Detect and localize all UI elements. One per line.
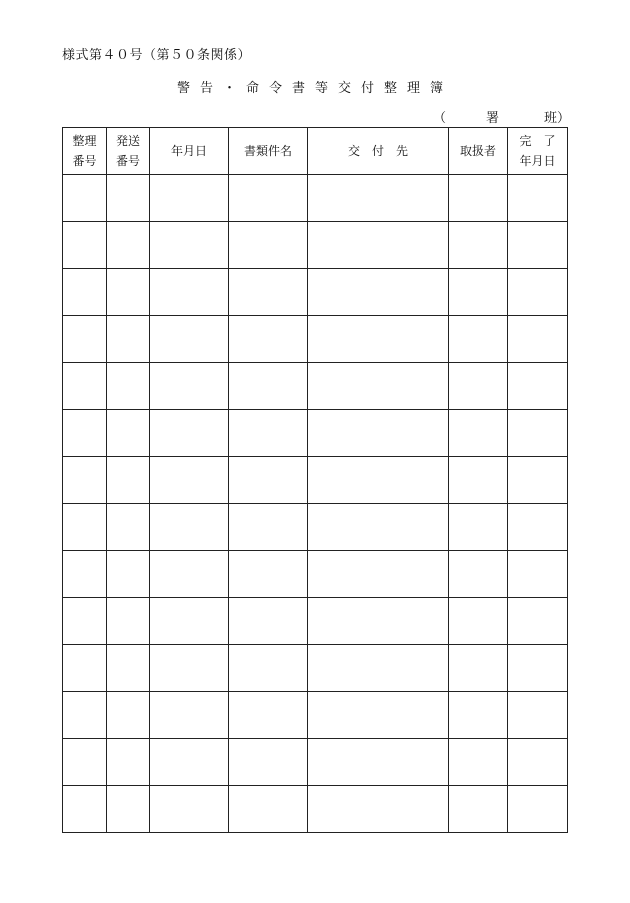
table-row	[63, 692, 568, 739]
cell-completion-date[interactable]	[508, 504, 568, 551]
cell-completion-date[interactable]	[508, 410, 568, 457]
header-document-subject-line1: 書類件名	[243, 144, 292, 158]
cell-handler[interactable]	[449, 645, 508, 692]
cell-dispatch-number[interactable]	[107, 551, 150, 598]
cell-recipient[interactable]	[308, 269, 449, 316]
cell-management-number[interactable]	[63, 692, 107, 739]
header-dispatch-number-line2: 番号	[115, 154, 140, 168]
cell-completion-date[interactable]	[508, 316, 568, 363]
cell-dispatch-number[interactable]	[107, 598, 150, 645]
cell-date[interactable]	[150, 457, 229, 504]
cell-date[interactable]	[150, 739, 229, 786]
cell-management-number[interactable]	[63, 363, 107, 410]
cell-recipient[interactable]	[308, 551, 449, 598]
header-dispatch-number-line1: 発送	[115, 134, 140, 148]
cell-handler[interactable]	[449, 504, 508, 551]
register-body	[63, 175, 568, 833]
table-row	[63, 504, 568, 551]
table-row	[63, 175, 568, 222]
cell-document-subject[interactable]	[229, 269, 308, 316]
table-row	[63, 410, 568, 457]
cell-management-number[interactable]	[63, 410, 107, 457]
cell-date[interactable]	[150, 786, 229, 833]
header-management-number-line2: 番号	[72, 154, 97, 168]
header-date	[150, 128, 229, 175]
cell-completion-date[interactable]	[508, 457, 568, 504]
header-dispatch-number	[107, 128, 150, 175]
cell-date[interactable]	[150, 504, 229, 551]
cell-handler[interactable]	[449, 786, 508, 833]
cell-date[interactable]	[150, 551, 229, 598]
form-number: 様式第４０号（第５０条関係）	[62, 48, 252, 63]
cell-recipient[interactable]	[308, 786, 449, 833]
cell-document-subject[interactable]	[229, 739, 308, 786]
cell-document-subject[interactable]	[229, 598, 308, 645]
cell-completion-date[interactable]	[508, 739, 568, 786]
cell-document-subject[interactable]	[229, 363, 308, 410]
cell-recipient[interactable]	[308, 457, 449, 504]
cell-document-subject[interactable]	[229, 692, 308, 739]
cell-completion-date[interactable]	[508, 363, 568, 410]
cell-management-number[interactable]	[63, 645, 107, 692]
cell-recipient[interactable]	[308, 692, 449, 739]
cell-document-subject[interactable]	[229, 551, 308, 598]
header-completion-date	[508, 128, 568, 175]
cell-recipient[interactable]	[308, 410, 449, 457]
header-management-number-line1: 整理	[72, 134, 97, 148]
cell-dispatch-number[interactable]	[107, 410, 150, 457]
cell-handler[interactable]	[449, 316, 508, 363]
cell-handler[interactable]	[449, 551, 508, 598]
cell-recipient[interactable]	[308, 645, 449, 692]
cell-management-number[interactable]	[63, 222, 107, 269]
table-row	[63, 222, 568, 269]
header-handler-line1: 取扱者	[459, 144, 496, 158]
cell-date[interactable]	[150, 222, 229, 269]
table-row	[63, 739, 568, 786]
cell-dispatch-number[interactable]	[107, 739, 150, 786]
cell-management-number[interactable]	[63, 457, 107, 504]
unit-squad-suffix: 班）	[544, 111, 571, 126]
cell-recipient[interactable]	[308, 363, 449, 410]
cell-recipient[interactable]	[308, 175, 449, 222]
cell-date[interactable]	[150, 269, 229, 316]
cell-recipient[interactable]	[308, 316, 449, 363]
table-row	[63, 457, 568, 504]
cell-handler[interactable]	[449, 269, 508, 316]
cell-document-subject[interactable]	[229, 504, 308, 551]
cell-dispatch-number[interactable]	[107, 692, 150, 739]
cell-handler[interactable]	[449, 363, 508, 410]
header-completion-date-line1: 完 了	[519, 134, 556, 148]
header-recipient-line1: 交 付 先	[347, 144, 408, 158]
cell-date[interactable]	[150, 692, 229, 739]
cell-dispatch-number[interactable]	[107, 645, 150, 692]
unit-open-paren: （	[433, 111, 447, 126]
cell-dispatch-number[interactable]	[107, 222, 150, 269]
cell-date[interactable]	[150, 316, 229, 363]
cell-handler[interactable]	[449, 410, 508, 457]
header-date-line1: 年月日	[170, 144, 207, 158]
cell-document-subject[interactable]	[229, 786, 308, 833]
cell-management-number[interactable]	[63, 551, 107, 598]
cell-completion-date[interactable]	[508, 645, 568, 692]
cell-completion-date[interactable]	[508, 598, 568, 645]
header-document-subject	[229, 128, 308, 175]
cell-handler[interactable]	[449, 598, 508, 645]
cell-handler[interactable]	[449, 222, 508, 269]
cell-dispatch-number[interactable]	[107, 504, 150, 551]
cell-dispatch-number[interactable]	[107, 316, 150, 363]
cell-management-number[interactable]	[63, 786, 107, 833]
cell-recipient[interactable]	[308, 739, 449, 786]
table-row	[63, 316, 568, 363]
cell-completion-date[interactable]	[508, 786, 568, 833]
cell-document-subject[interactable]	[229, 316, 308, 363]
table-row	[63, 551, 568, 598]
cell-dispatch-number[interactable]	[107, 363, 150, 410]
cell-completion-date[interactable]	[508, 175, 568, 222]
register-table	[62, 127, 568, 833]
table-row	[63, 598, 568, 645]
cell-document-subject[interactable]	[229, 175, 308, 222]
cell-recipient[interactable]	[308, 222, 449, 269]
cell-management-number[interactable]	[63, 316, 107, 363]
cell-date[interactable]	[150, 363, 229, 410]
cell-dispatch-number[interactable]	[107, 457, 150, 504]
cell-document-subject[interactable]	[229, 410, 308, 457]
header-completion-date-line2: 年月日	[519, 154, 556, 168]
cell-handler[interactable]	[449, 692, 508, 739]
cell-document-subject[interactable]	[229, 457, 308, 504]
page-title: 警告・命令書等交付整理簿	[176, 81, 453, 96]
cell-completion-date[interactable]	[508, 269, 568, 316]
cell-date[interactable]	[150, 645, 229, 692]
cell-management-number[interactable]	[63, 598, 107, 645]
table-row	[63, 645, 568, 692]
cell-completion-date[interactable]	[508, 692, 568, 739]
cell-management-number[interactable]	[63, 739, 107, 786]
cell-dispatch-number[interactable]	[107, 786, 150, 833]
cell-completion-date[interactable]	[508, 222, 568, 269]
cell-dispatch-number[interactable]	[107, 175, 150, 222]
table-row	[63, 786, 568, 833]
header-handler	[449, 128, 508, 175]
header-recipient	[308, 128, 449, 175]
cell-management-number[interactable]	[63, 269, 107, 316]
cell-document-subject[interactable]	[229, 222, 308, 269]
cell-management-number[interactable]	[63, 504, 107, 551]
cell-date[interactable]	[150, 175, 229, 222]
cell-recipient[interactable]	[308, 504, 449, 551]
header-row	[63, 128, 568, 175]
cell-date[interactable]	[150, 598, 229, 645]
cell-handler[interactable]	[449, 457, 508, 504]
unit-station-suffix: 署	[486, 111, 500, 126]
cell-recipient[interactable]	[308, 598, 449, 645]
cell-completion-date[interactable]	[508, 551, 568, 598]
table-row	[63, 269, 568, 316]
cell-date[interactable]	[150, 410, 229, 457]
cell-handler[interactable]	[449, 175, 508, 222]
cell-management-number[interactable]	[63, 175, 107, 222]
cell-document-subject[interactable]	[229, 645, 308, 692]
cell-handler[interactable]	[449, 739, 508, 786]
header-management-number	[63, 128, 107, 175]
table-row	[63, 363, 568, 410]
cell-dispatch-number[interactable]	[107, 269, 150, 316]
